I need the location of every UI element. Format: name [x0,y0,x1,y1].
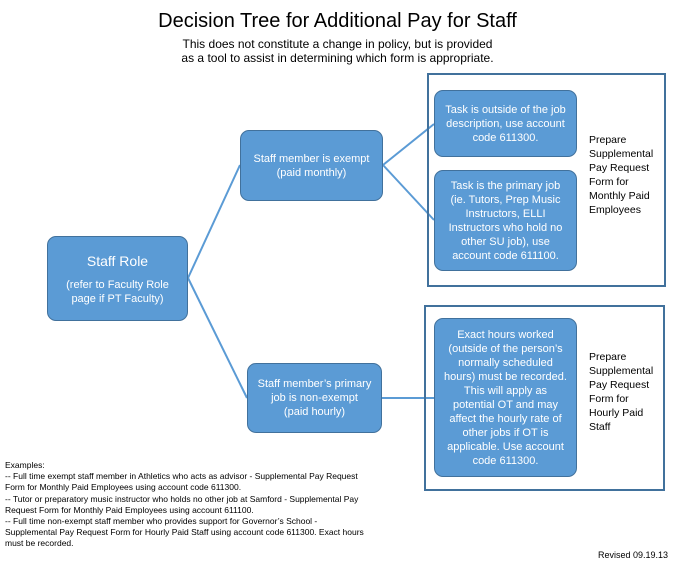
nonexempt-label-line: job is non-exempt [271,392,358,404]
primary-job-line: (ie. Tutors, Prep Music [450,193,561,206]
hourly-outcome-line: Supplemental [589,365,654,377]
hourly-task-line: other jobs if OT is [462,426,549,439]
outside-job-line: description, use account [446,117,565,130]
staff-role-node [47,236,188,321]
exempt-label-line: Staff member is exempt [253,152,370,165]
primary-job-line: Instructors who hold no [448,221,563,234]
monthly-outcome-line: Supplemental [589,148,654,160]
primary-job-line: other SU job), use [461,235,550,248]
hourly-task-line: applicable. Use account [447,440,564,453]
examples-line: -- Tutor or preparatory music instructor who holds no other job at Samford - Supplemental Pay [5,493,359,504]
primary-job-line: Instructors, ELLI [465,207,546,220]
page-title: Decision Tree for Additional Pay for Staff [158,10,517,32]
examples-line: must be recorded. [5,538,74,549]
examples-note [5,460,425,550]
revised-date: Revised 09.19.13 [598,550,669,560]
monthly-outcome-line: Monthly Paid [589,190,650,202]
hourly-task-line: potential OT and may [453,398,558,411]
monthly-outcome-label [589,133,653,217]
examples-line: Supplemental Pay Request Form for Hourly Paid Staff using account code 611300. Exact hours [5,527,364,538]
connector-root-nonexempt [188,278,247,398]
nonexempt-label-line: (paid hourly) [283,406,346,418]
exempt-node [240,130,383,201]
subtitle-line: This does not constitute a change in policy, but is provided [182,37,493,51]
primary-job-node [434,170,577,271]
hourly-task-line: code 611300. [472,454,539,467]
nonexempt-node [247,363,382,433]
examples-line: -- Full time exempt staff member in Athletics who acts as advisor - Supplemental Pay Request [5,471,358,482]
staff-role-note-line: (refer to Faculty Role [66,278,169,291]
hourly-outcome-line: Staff [589,421,611,433]
examples-line: Request Form for Monthly Paid Employees using account 611100. [5,504,254,515]
hourly-outcome-line: Form for [589,393,629,405]
exempt-label-line: (paid monthly) [276,166,347,179]
monthly-outcome-line: Pay Request [589,162,650,174]
examples-line: -- Full time non-exempt staff member who provides support for Governor’s School - [5,516,318,527]
hourly-task-line: affect the hourly rate of [449,412,562,425]
staff-role-note-line: page if PT Faculty) [71,292,164,305]
hourly-outcome-line: Hourly Paid [589,407,644,419]
hourly-task-line: (outside of the person’s [448,342,563,355]
monthly-outcome-line: Form for [589,176,629,188]
hourly-task-line: normally scheduled [458,356,553,369]
hourly-task-line: This will apply as [463,384,548,397]
monthly-outcome-line: Employees [589,204,641,216]
primary-job-line: Task is the primary job [450,179,561,192]
outside-job-node [434,90,577,157]
hourly-outcome-label [589,350,653,434]
monthly-outcome-line: Prepare [589,134,627,146]
hourly-outcome-line: Pay Request [589,379,650,391]
primary-job-line: account code 611100. [452,249,559,262]
hourly-outcome-line: Prepare [589,351,627,363]
connector-root-exempt [188,165,240,278]
outside-job-line: Task is outside of the job [445,103,566,116]
nonexempt-label-line: Staff member’s primary [257,378,372,390]
examples-line: Form for Monthly Paid Employees using account code 611300. [5,482,242,493]
hourly-task-node [434,318,577,477]
subtitle-line: as a tool to assist in determining which form is appropriate. [181,51,494,65]
hourly-task-line: Exact hours worked [457,328,554,341]
outside-job-line: code 611300. [472,131,539,144]
staff-role-title: Staff Role [86,252,149,269]
hourly-task-line: hours) must be recorded. [444,370,567,383]
examples-line: Examples: [5,460,45,470]
